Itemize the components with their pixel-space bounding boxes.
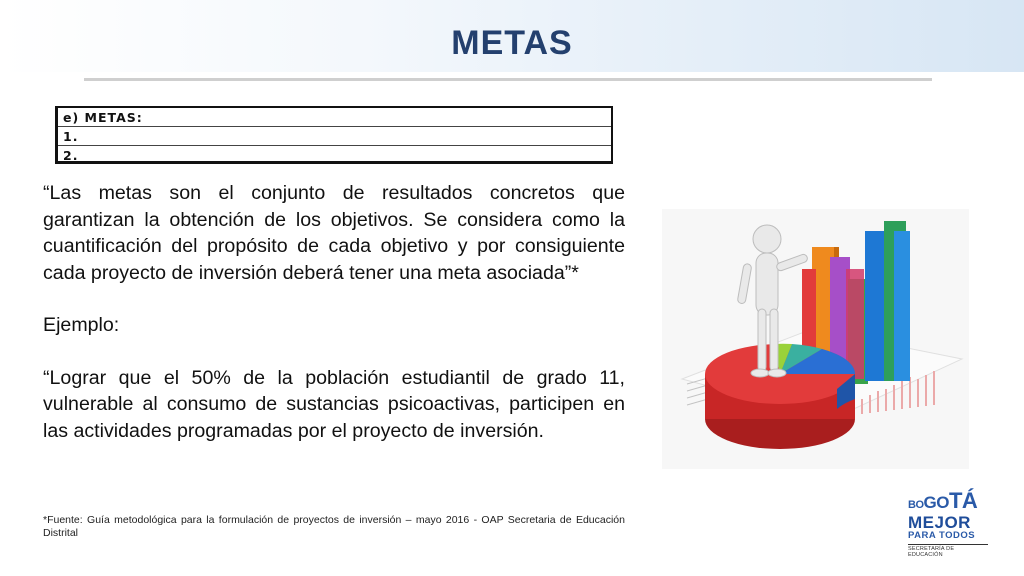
stick-figure-chart-illustration bbox=[662, 209, 969, 469]
logo-bo: BO bbox=[908, 499, 924, 511]
footnote-text: Guía metodológica para la formulación de proyectos de inversión – mayo 2016 - OAP Secretaria de Educación Distrital bbox=[43, 514, 625, 539]
slide-title: METAS bbox=[451, 24, 573, 62]
form-row-divider bbox=[58, 126, 611, 127]
form-row-divider bbox=[58, 145, 611, 146]
definition-paragraph: “Las metas son el conjunto de resultados concretos que garantizan la obtención de los objetivos. Se considera como la cuantificación del propósito de cada objetivo y por consiguiente cada proyecto de inversión deberá tener una meta asociada”* bbox=[43, 182, 625, 284]
logo-mejor: MEJOR bbox=[908, 513, 971, 532]
form-heading: e) METAS: bbox=[63, 110, 143, 125]
title-divider bbox=[84, 78, 932, 81]
logo-go: GO bbox=[923, 493, 949, 512]
source-footnote bbox=[43, 514, 625, 540]
example-paragraph: “Lograr que el 50% de la población estudiantil de grado 11, vulnerable al consumo de sustancias psicoactivas, participen en las actividades programadas por el proyecto de inversión. bbox=[43, 366, 625, 442]
bogota-mejor-para-todos-logo bbox=[908, 488, 988, 562]
logo-para-todos: PARA TODOS bbox=[908, 530, 976, 541]
form-excerpt-box bbox=[55, 106, 613, 164]
body-text bbox=[43, 180, 625, 444]
example-label: Ejemplo: bbox=[43, 314, 120, 336]
logo-ta: TÁ bbox=[948, 488, 978, 513]
footnote-prefix: *Fuente: bbox=[43, 514, 83, 526]
form-item-2: 2. bbox=[63, 148, 79, 163]
illustration-image bbox=[662, 209, 969, 469]
form-item-1: 1. bbox=[63, 129, 79, 144]
logo-department: SECRETARÍA DE EDUCACIÓN bbox=[908, 544, 988, 558]
